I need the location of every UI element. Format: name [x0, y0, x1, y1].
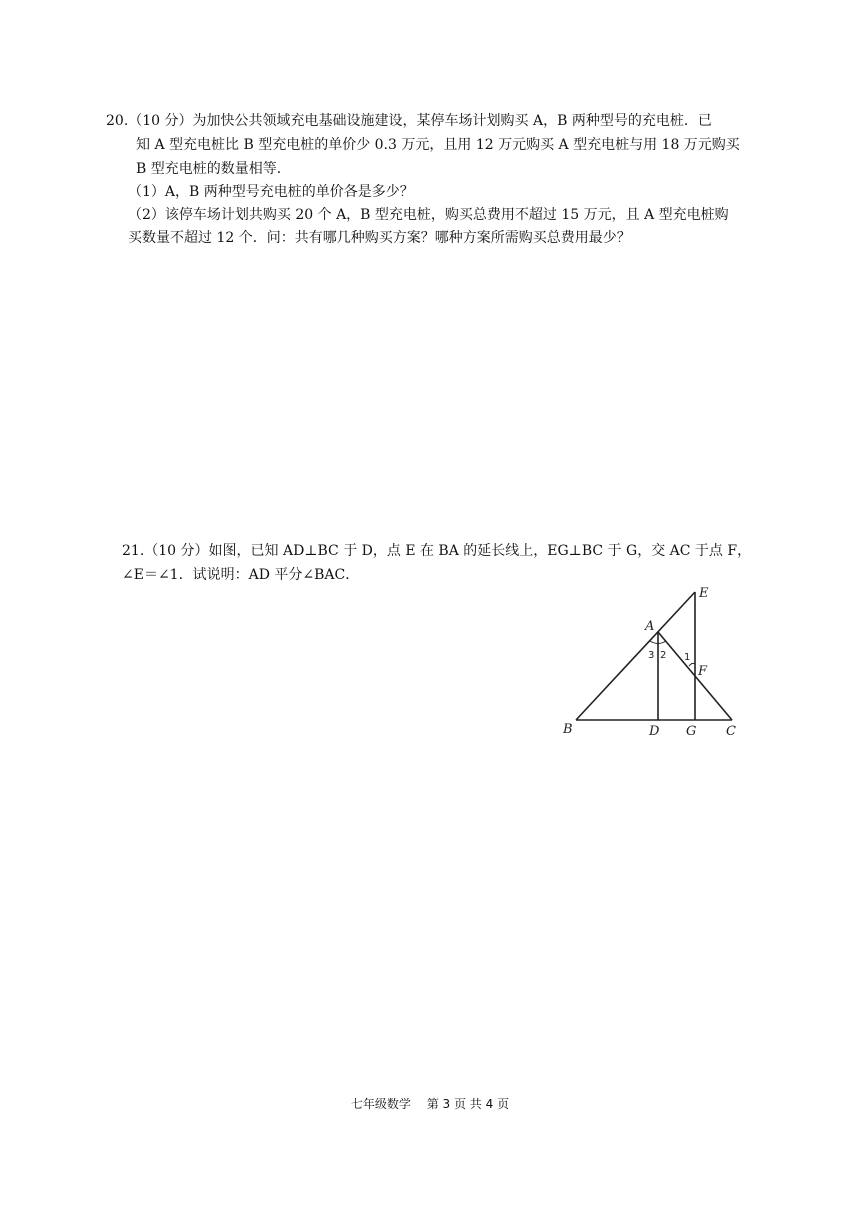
angle-label-2: 2	[660, 650, 667, 661]
question-20-line-2: 知 A 型充电桩比 B 型充电桩的单价少 0.3 万元，且用 12 万元购买 A 型充电桩与用 18 万元购买	[136, 137, 740, 153]
question-21-line-1: 21.（10 分）如图，已知 AD⊥BC 于 D，点 E 在 BA 的延长线上，EG⊥BC 于 G，交 AC 于点 F，	[122, 543, 752, 559]
question-21-line-2: ∠E＝∠1．试说明：AD 平分∠BAC．	[122, 567, 360, 583]
geometry-figure-svg	[556, 580, 756, 745]
geometry-figure	[556, 580, 756, 745]
point-label-e: E	[699, 586, 709, 601]
point-label-d: D	[649, 724, 660, 739]
point-label-c: C	[726, 724, 736, 739]
angle-label-3: 3	[648, 650, 655, 661]
page-footer: 七年级数学 第 3 页 共 4 页	[350, 1097, 510, 1111]
question-20-subquestion-2-line-2: 买数量不超过 12 个．问：共有哪几种购买方案？哪种方案所需购买总费用最少？	[128, 230, 631, 246]
point-label-g: G	[686, 724, 697, 739]
point-label-b: B	[563, 722, 573, 737]
question-20-subquestion-1: （1）A，B 两种型号充电桩的单价各是多少？	[128, 184, 414, 200]
question-20-line-1: 20.（10 分）为加快公共领域充电基础设施建设，某停车场计划购买 A，B 两种型号的充电桩．已	[106, 113, 712, 129]
point-label-f: F	[698, 664, 708, 679]
angle-label-1: 1	[684, 652, 691, 663]
angle-arc-1-at-f	[689, 663, 695, 666]
question-20-subquestion-2-line-1: （2）该停车场计划共购买 20 个 A，B 型充电桩，购买总费用不超过 15 万元，且 A 型充电桩购	[128, 207, 729, 223]
point-label-a: A	[645, 619, 655, 634]
question-20-line-3: B 型充电桩的数量相等．	[136, 161, 291, 177]
